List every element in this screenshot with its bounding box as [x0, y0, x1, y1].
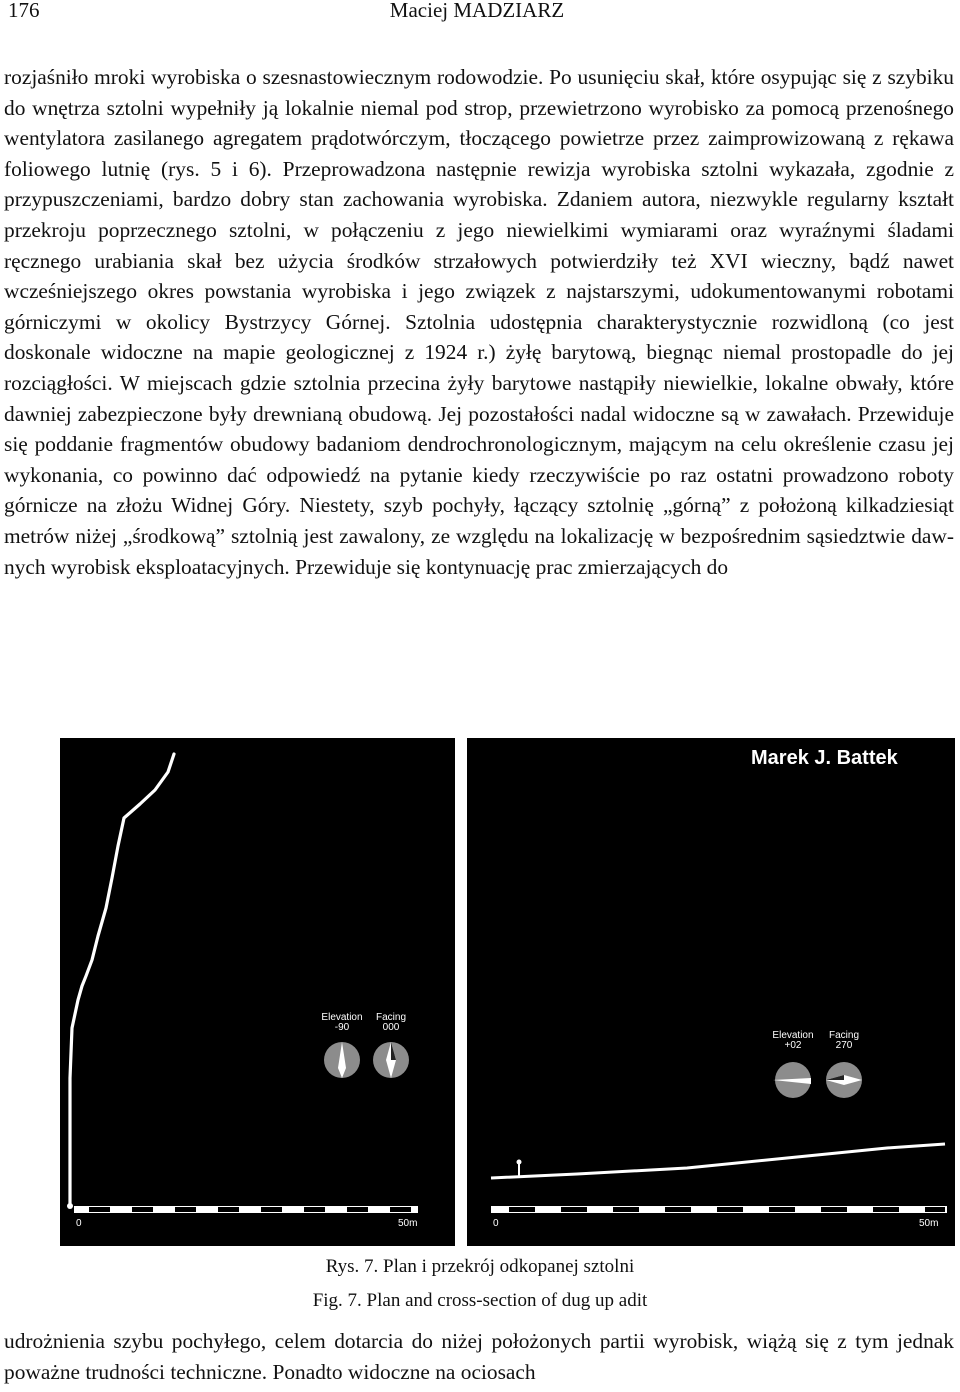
plan-facing-label: Facing: [375, 1012, 407, 1023]
adit-profile-line: [491, 1144, 945, 1178]
body-paragraph-top: rozjaśniło mroki wyrobiska o szesnastowiecznym rodowodzie. Po usunięciu skał, które osypując się z szybiku do wnętrza sztolni wypełniły ją lokalnie niemal pod strop, przewietrzono wyrobisko za pomocą przenośnego wentylatora zasilanego agregatem prądotwórczym, tłoczącego powietrze przez zaimprowizowaną z rękawa foliowego lutnię (rys. 5 i 6). Przeprowadzona następnie rewizja wyrobiska sztolni wykazała, zgodnie z przypuszczeniami, bardzo dobry stan zachowania wyrobiska. Zdaniem autora, niezwykle regularny kształt przekroju poprzecznego sztolni, w połączeniu z jego niewielkimi wymiarami oraz wyraźnymi śladami ręcznego urabiania skał bez użycia środków strzałowych potwierdziły też XVI wieczny, bądź nawet wcześniejszego okres powstania wyrobiska i jego związek z najstarszymi, udokumentowanymi robotami górniczymi w okolicy Bystrzycy Górnej. Sztolnia udostępnia charakterystycznie rozwidloną (co jest doskonale widoczne na mapie geologicznej z 1924 r.) żyłę barytową, biegnąc niemal prostopadle do jej rozciągłości. W miejscach gdzie sztolnia przecina żyły barytowe nastąpiły niewielkie, lokalne obwały, które dawniej zabezpieczone były drewnianą obudową. Jej pozostałości nadal widoczne są w zawałach. Przewiduje się poddanie fragmentów obudowy badaniom dendrochronologicznym, mającym na celu określenie czasu jej wykonania, co powinno dać odpowiedź na pytanie kiedy rzeczywiście po raz ostatni prowadzono roboty górnicze na złożu Widnej Góry. Niestety, szyb pochyły, łączący sztolnię „górną” z położoną kilkadziesiąt metrów niżej „środkową” sztolnią jest zawalony, ze względu na lokalizację w bezpośrednim sąsiedztwie dawnych wyrobisk eksploatacyjnych. Przewiduje się kontynuację prac zmierzających do: [4, 65, 954, 579]
section-scale-end: 50m: [919, 1218, 939, 1229]
plan-scale-end: 50m: [398, 1218, 418, 1229]
section-facing-label: Facing: [828, 1030, 860, 1041]
cross-section-drawing: [467, 738, 955, 1246]
section-elevation-compass-icon: [773, 1062, 811, 1098]
page-number: 176: [8, 0, 40, 22]
plan-view-drawing: [60, 738, 455, 1246]
plan-facing-value: 000: [382, 1022, 400, 1033]
plan-facing-compass-icon: [373, 1042, 409, 1078]
section-facing-compass-icon: [826, 1062, 862, 1098]
cross-section-panel: [467, 738, 955, 1246]
figure-caption-english: Fig. 7. Plan and cross-section of dug up adit: [312, 1290, 648, 1311]
plan-elevation-label: Elevation: [321, 1012, 363, 1023]
section-scale-start: 0: [493, 1218, 499, 1229]
plan-view-panel: [60, 738, 455, 1246]
figure-caption-polish: Rys. 7. Plan i przekrój odkopanej sztolni: [325, 1256, 635, 1277]
plan-elevation-value: -90: [334, 1022, 350, 1033]
section-elevation-value: +02: [784, 1040, 802, 1051]
page-header: [4, 0, 950, 28]
adit-plan-line: [70, 754, 174, 1204]
plan-scale-start: 0: [76, 1218, 82, 1229]
credit-label: Marek J. Battek: [751, 747, 898, 769]
running-head-author: Maciej MADZIARZ: [389, 0, 565, 22]
section-scale-bar: [491, 1206, 947, 1213]
section-elevation-label: Elevation: [772, 1030, 814, 1041]
plan-scale-bar: [74, 1206, 418, 1213]
adit-portal-dot: [67, 1203, 73, 1209]
plan-elevation-compass-icon: [324, 1042, 360, 1078]
figure-7: [60, 738, 960, 1246]
section-facing-value: 270: [835, 1040, 853, 1051]
body-paragraph-bottom: udrożnienia szybu pochyłego, celem dotarcia do niżej położonych partii wyrobisk, wiążą się z tym jednak poważne trudności techniczne. Ponadto widoczne na ociosach: [4, 1329, 954, 1384]
